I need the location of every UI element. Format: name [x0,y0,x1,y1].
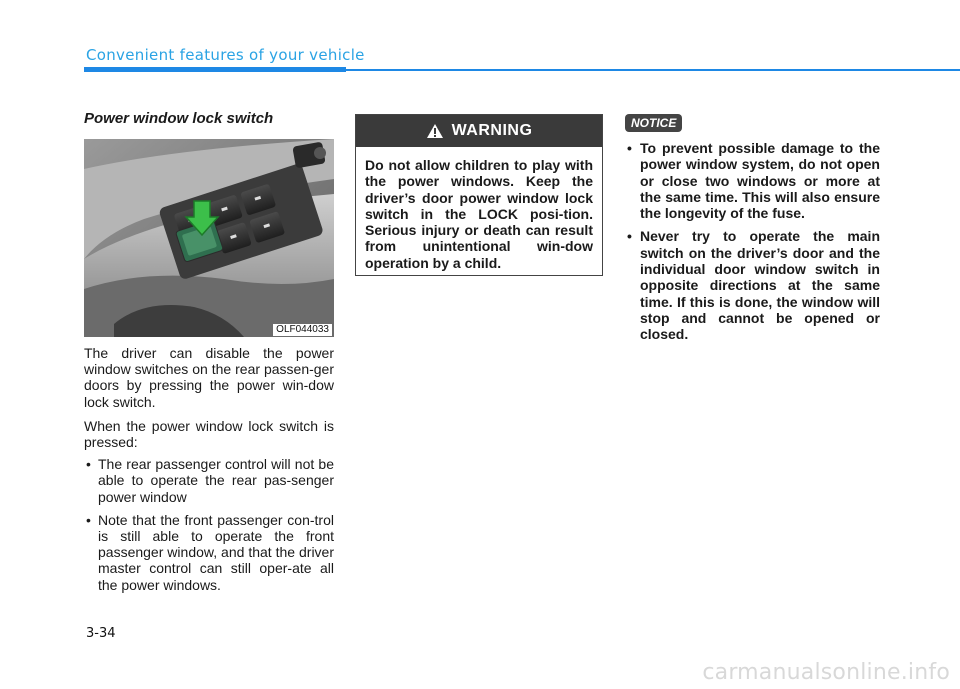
list-item: • Never try to operate the main switch on the driver’s door and the individual door window switch in opposite directions at the same time. If this is done, the window will stop and cannot be opened or closed. [625,228,880,342]
watermark: carmanualsonline.info [702,660,950,685]
warning-triangle-icon [426,123,444,139]
door-switch-illustration [84,139,334,337]
page-number: 3-34 [86,626,116,641]
paragraph: When the power window lock switch is pressed: [84,417,334,451]
right-column [625,114,880,350]
list-item: • To prevent possible damage to the power window system, do not open or close two windows or more at the same time. This will also ensure the longevity of the fuse. [625,140,880,221]
warning-title: WARNING [451,122,533,139]
warning-header [356,115,602,147]
list-item: • Note that the front passenger con-trol is still able to operate the front passenger window, and that the driver master control can still oper-ate all the power windows. [84,512,334,593]
section-title: Convenient features of your vehicle [86,46,365,64]
subheading: Power window lock switch [84,110,274,127]
header-rule-thick [84,67,346,72]
left-column [84,110,334,600]
list-item: • The rear passenger control will not be able to operate the rear pas-senger power window [84,456,334,505]
notice-badge: NOTICE [625,114,682,132]
image-caption: OLF044033 [273,324,332,336]
paragraph: The driver can disable the power window switches on the rear passen-ger doors by pressing the power win-dow lock switch. [84,345,334,410]
door-switch-photo [84,139,334,337]
header-rule-thin [346,69,960,71]
bullet-list [84,456,334,593]
notice-list [625,140,880,343]
warning-text: Do not allow children to play with the power windows. Keep the driver’s door power window lock switch in the LOCK posi-tion. Serious injury or death can result from unintentional win-dow operation by a child. [365,157,593,271]
warning-box [355,114,603,276]
